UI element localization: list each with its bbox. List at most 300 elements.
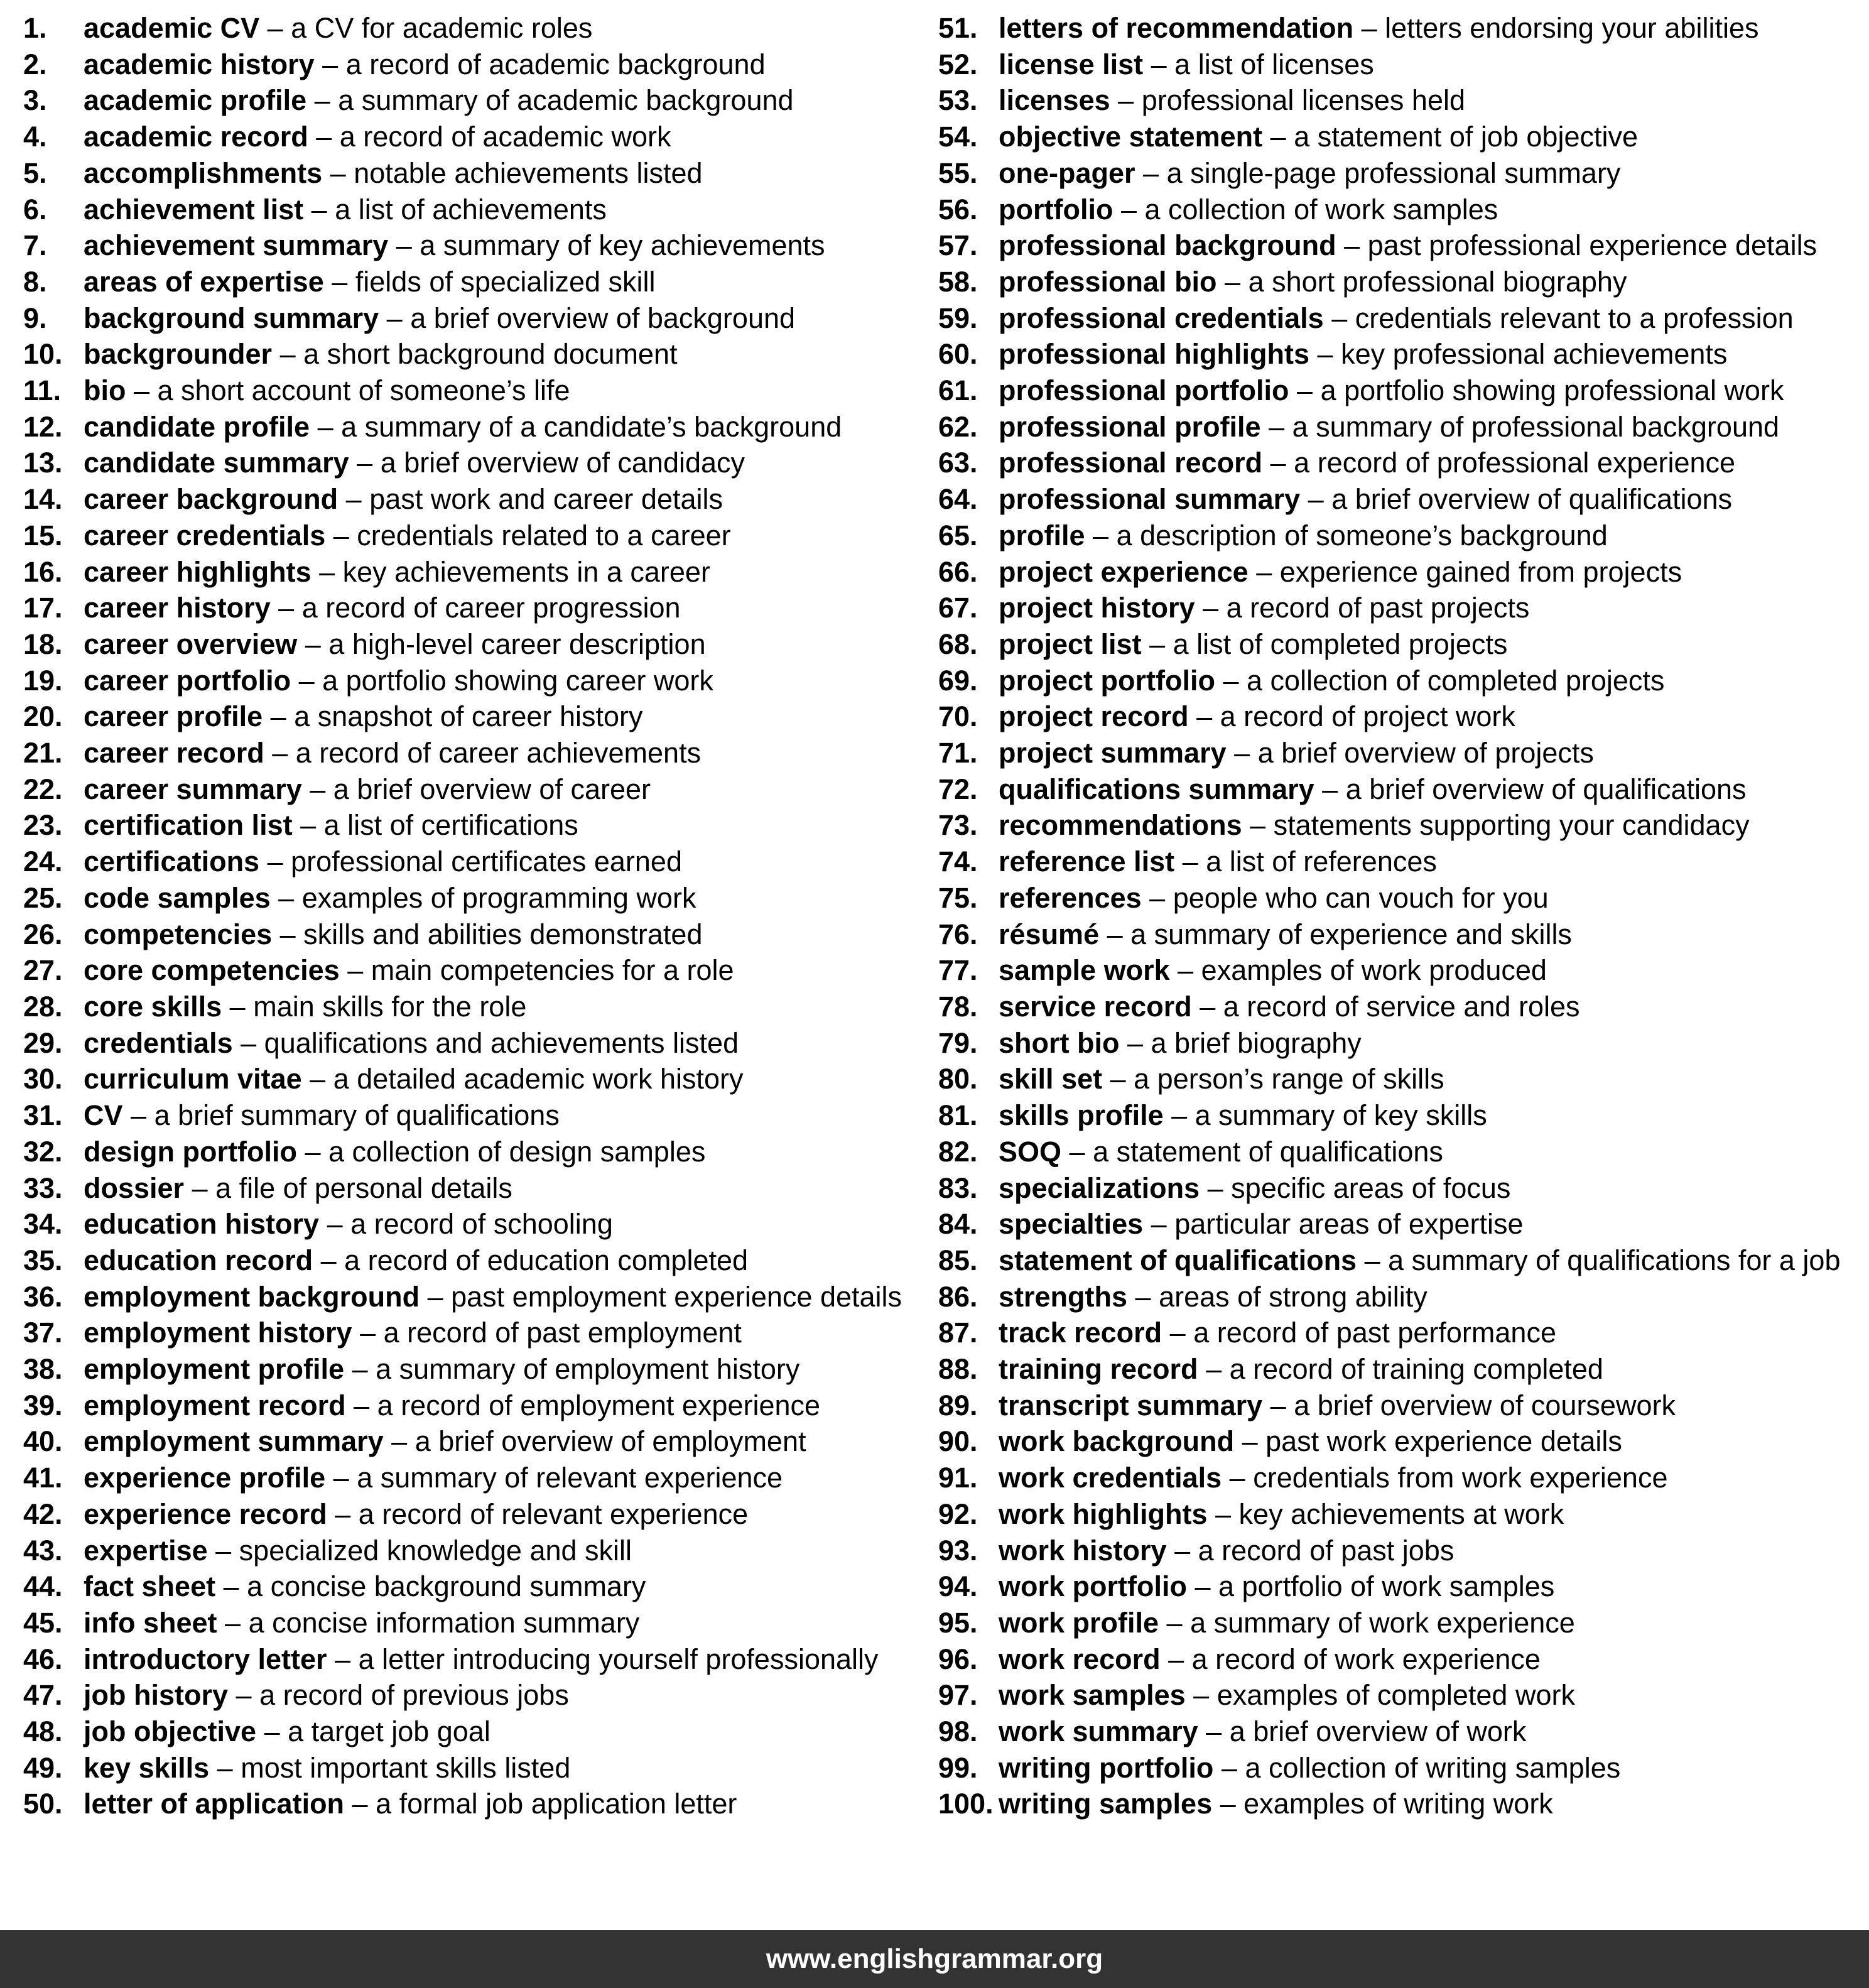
item-number: 97. xyxy=(938,1679,978,1712)
item-text xyxy=(84,1496,748,1533)
dash-separator: – xyxy=(1186,1570,1219,1603)
item-term: service record xyxy=(999,990,1192,1023)
item-text xyxy=(999,192,1498,228)
item-number: 14. xyxy=(23,483,63,516)
item-term: code samples xyxy=(84,881,271,914)
item-text xyxy=(999,227,1817,264)
item-text xyxy=(84,1170,512,1207)
item-text xyxy=(84,1315,742,1351)
item-definition: a statement of job objective xyxy=(1294,121,1639,153)
item-number: 16. xyxy=(23,555,63,588)
dash-separator: – xyxy=(215,1570,247,1603)
item-definition: a record of career progression xyxy=(301,592,681,624)
item-number: 64. xyxy=(938,483,978,516)
item-text xyxy=(84,10,592,46)
item-definition: a short background document xyxy=(303,338,678,371)
item-number: 82. xyxy=(938,1135,978,1168)
dash-separator: – xyxy=(1198,1353,1230,1386)
item-number: 10. xyxy=(23,338,63,371)
item-term: one-pager xyxy=(999,156,1135,189)
list-item xyxy=(23,227,938,264)
list-item xyxy=(23,1750,938,1786)
list-item xyxy=(938,1025,1853,1062)
item-text xyxy=(84,336,677,372)
dash-separator: – xyxy=(344,1788,376,1820)
item-term: short bio xyxy=(999,1026,1120,1059)
list-item xyxy=(23,952,938,989)
item-term: professional summary xyxy=(999,483,1301,516)
dash-separator: – xyxy=(1113,193,1145,225)
item-text xyxy=(999,264,1627,300)
list-item xyxy=(23,880,938,916)
item-number: 31. xyxy=(23,1099,63,1132)
item-text xyxy=(84,192,607,228)
item-definition: a snapshot of career history xyxy=(294,700,643,733)
item-definition: fields of specialized skill xyxy=(355,265,656,298)
item-text xyxy=(999,554,1682,590)
list-item xyxy=(23,1351,938,1388)
list-item xyxy=(938,1061,1853,1097)
item-definition: a brief overview of qualifications xyxy=(1331,483,1733,516)
item-number: 1. xyxy=(23,12,47,44)
item-number: 83. xyxy=(938,1171,978,1204)
list-item xyxy=(938,10,1853,46)
dash-separator: – xyxy=(1242,809,1274,842)
item-text xyxy=(999,1750,1620,1786)
item-term: work background xyxy=(999,1425,1235,1458)
dash-separator: – xyxy=(259,12,291,44)
item-number: 45. xyxy=(23,1606,63,1639)
item-text xyxy=(84,916,703,953)
list-item xyxy=(938,82,1853,119)
item-definition: past work and career details xyxy=(369,483,723,516)
item-term: reference list xyxy=(999,845,1175,878)
dash-separator: – xyxy=(1185,1679,1217,1712)
item-text xyxy=(84,1097,560,1134)
list-column-left xyxy=(23,10,938,1822)
dash-separator: – xyxy=(1135,156,1167,189)
dash-separator: – xyxy=(1061,1135,1093,1168)
item-number: 41. xyxy=(23,1462,63,1494)
item-definition: a record of academic work xyxy=(339,121,671,153)
item-term: career background xyxy=(84,483,339,516)
item-number: 59. xyxy=(938,301,978,334)
list-item xyxy=(938,1170,1853,1207)
list-item xyxy=(938,192,1853,228)
item-definition: experience gained from projects xyxy=(1279,555,1682,588)
list-item xyxy=(938,1533,1853,1569)
item-text xyxy=(84,1677,569,1714)
item-definition: a brief overview of qualifications xyxy=(1345,773,1747,805)
item-number: 35. xyxy=(23,1244,63,1276)
item-text xyxy=(999,1460,1667,1496)
list-item xyxy=(938,1496,1853,1533)
list-item xyxy=(938,952,1853,989)
item-definition: a list of certifications xyxy=(323,809,578,842)
dash-separator: – xyxy=(270,881,302,914)
item-number: 49. xyxy=(23,1751,63,1784)
item-definition: a file of personal details xyxy=(215,1171,512,1204)
item-number: 3. xyxy=(23,84,47,117)
list-item xyxy=(23,916,938,953)
list-item xyxy=(23,155,938,192)
item-definition: a brief overview of background xyxy=(410,301,796,334)
item-number: 17. xyxy=(23,592,63,624)
item-term: writing portfolio xyxy=(999,1751,1214,1784)
item-term: fact sheet xyxy=(84,1570,216,1603)
item-number: 34. xyxy=(23,1208,63,1241)
item-term: academic record xyxy=(84,121,308,153)
item-number: 89. xyxy=(938,1389,978,1421)
item-text xyxy=(999,952,1547,989)
website-url: www.englishgrammar.org xyxy=(766,1943,1103,1974)
item-text xyxy=(999,1206,1523,1242)
list-item xyxy=(938,1677,1853,1714)
dash-separator: – xyxy=(232,1026,264,1059)
item-number: 86. xyxy=(938,1280,978,1313)
item-term: career portfolio xyxy=(84,664,291,697)
item-definition: past professional experience details xyxy=(1367,229,1818,262)
dash-separator: – xyxy=(1226,737,1258,769)
item-text xyxy=(84,518,731,554)
item-definition: a concise background summary xyxy=(247,1570,646,1603)
list-item xyxy=(938,409,1853,445)
item-definition: a summary of key achievements xyxy=(420,229,825,262)
item-definition: main competencies for a role xyxy=(371,954,734,987)
item-term: work history xyxy=(999,1534,1167,1567)
dash-separator: – xyxy=(1169,954,1201,987)
item-definition: a portfolio of work samples xyxy=(1218,1570,1555,1603)
dash-separator: – xyxy=(345,1389,377,1421)
dash-separator: – xyxy=(1234,1425,1266,1458)
dash-separator: – xyxy=(327,1643,359,1675)
item-number: 53. xyxy=(938,84,978,117)
item-number: 81. xyxy=(938,1099,978,1132)
list-item xyxy=(938,807,1853,844)
item-text xyxy=(999,1533,1454,1569)
dash-separator: – xyxy=(1309,338,1341,371)
item-term: expertise xyxy=(84,1534,208,1567)
item-text xyxy=(999,1134,1443,1170)
dash-separator: – xyxy=(217,1606,249,1639)
list-item xyxy=(23,300,938,337)
item-definition: a record of service and roles xyxy=(1223,990,1580,1023)
item-definition: a portfolio showing professional work xyxy=(1320,374,1784,407)
dash-separator: – xyxy=(339,954,371,987)
item-definition: a list of achievements xyxy=(335,193,607,225)
item-number: 37. xyxy=(23,1317,63,1349)
item-term: career summary xyxy=(84,773,302,805)
item-definition: a target job goal xyxy=(288,1715,490,1748)
item-term: CV xyxy=(84,1099,123,1132)
item-text xyxy=(999,989,1580,1025)
dash-separator: – xyxy=(311,555,343,588)
dash-separator: – xyxy=(352,1317,384,1349)
item-text xyxy=(999,409,1779,445)
item-number: 20. xyxy=(23,700,63,733)
item-text xyxy=(84,1242,748,1279)
item-term: skill set xyxy=(999,1063,1103,1095)
footer-bar xyxy=(0,1930,1869,1988)
dash-separator: – xyxy=(1163,1099,1195,1132)
dash-separator: – xyxy=(1143,1208,1175,1241)
item-term: work highlights xyxy=(999,1497,1208,1530)
item-text xyxy=(84,409,842,445)
item-text xyxy=(999,771,1747,808)
item-term: academic CV xyxy=(84,12,260,44)
item-term: career history xyxy=(84,592,271,624)
item-text xyxy=(999,1677,1575,1714)
item-text xyxy=(84,989,526,1025)
item-term: employment summary xyxy=(84,1425,384,1458)
list-item xyxy=(938,1423,1853,1460)
list-item xyxy=(938,698,1853,735)
dash-separator: – xyxy=(1212,1788,1244,1820)
dash-separator: – xyxy=(1119,1026,1151,1059)
item-definition: a record of past projects xyxy=(1226,592,1530,624)
list-item xyxy=(23,735,938,771)
item-definition: key achievements at work xyxy=(1238,1497,1564,1530)
item-text xyxy=(999,1496,1564,1533)
item-definition: a statement of qualifications xyxy=(1093,1135,1443,1168)
list-item xyxy=(938,554,1853,590)
item-term: career highlights xyxy=(84,555,312,588)
dash-separator: – xyxy=(1110,84,1142,117)
item-definition: a brief overview of career xyxy=(333,773,651,805)
item-definition: a CV for academic roles xyxy=(291,12,593,44)
item-term: employment history xyxy=(84,1317,352,1349)
item-number: 4. xyxy=(23,121,47,153)
item-definition: a summary of employment history xyxy=(376,1353,800,1386)
item-text xyxy=(84,735,701,771)
item-number: 52. xyxy=(938,48,978,80)
item-term: work summary xyxy=(999,1715,1198,1748)
list-item xyxy=(938,300,1853,337)
item-number: 91. xyxy=(938,1462,978,1494)
item-term: statement of qualifications xyxy=(999,1244,1357,1276)
dash-separator: – xyxy=(1353,12,1385,44)
item-number: 27. xyxy=(23,954,63,987)
item-definition: a single-page professional summary xyxy=(1166,156,1621,189)
item-definition: a person’s range of skills xyxy=(1134,1063,1444,1095)
item-text xyxy=(84,1714,490,1750)
item-number: 30. xyxy=(23,1063,63,1095)
item-text xyxy=(999,1315,1556,1351)
item-definition: a record of education completed xyxy=(344,1244,749,1276)
item-term: career record xyxy=(84,737,264,769)
dash-separator: – xyxy=(327,1497,359,1530)
item-number: 23. xyxy=(23,809,63,842)
list-item xyxy=(938,155,1853,192)
item-number: 13. xyxy=(23,447,63,479)
list-item xyxy=(938,264,1853,300)
item-number: 78. xyxy=(938,990,978,1023)
list-item xyxy=(23,1206,938,1242)
list-item xyxy=(938,1641,1853,1678)
list-item xyxy=(23,192,938,228)
list-item xyxy=(23,445,938,481)
list-item xyxy=(938,844,1853,880)
dash-separator: – xyxy=(1262,121,1294,153)
item-text xyxy=(84,1460,783,1496)
item-number: 33. xyxy=(23,1171,63,1204)
item-number: 70. xyxy=(938,700,978,733)
item-definition: examples of work produced xyxy=(1201,954,1547,987)
item-number: 74. xyxy=(938,845,978,878)
item-term: credentials xyxy=(84,1026,233,1059)
item-definition: a collection of writing samples xyxy=(1245,1751,1621,1784)
list-item xyxy=(23,119,938,155)
list-item xyxy=(23,1423,938,1460)
item-definition: a summary of a candidate’s background xyxy=(341,410,842,443)
item-term: work portfolio xyxy=(999,1570,1187,1603)
item-definition: a summary of experience and skills xyxy=(1130,918,1572,950)
dash-separator: – xyxy=(1195,592,1227,624)
item-term: specializations xyxy=(999,1171,1200,1204)
list-item xyxy=(23,82,938,119)
dash-separator: – xyxy=(388,229,420,262)
item-term: writing samples xyxy=(999,1788,1213,1820)
dash-separator: – xyxy=(1262,447,1294,479)
item-definition: a summary of academic background xyxy=(338,84,794,117)
item-text xyxy=(999,445,1735,481)
item-definition: professional licenses held xyxy=(1141,84,1465,117)
dash-separator: – xyxy=(1174,845,1206,878)
item-number: 21. xyxy=(23,737,63,769)
item-number: 100. xyxy=(938,1788,994,1820)
list-item xyxy=(938,1750,1853,1786)
item-term: project portfolio xyxy=(999,664,1215,697)
item-term: work record xyxy=(999,1643,1161,1675)
item-text xyxy=(999,1786,1553,1822)
item-text xyxy=(999,372,1784,409)
item-number: 56. xyxy=(938,193,978,225)
item-definition: a brief overview of projects xyxy=(1257,737,1594,769)
item-text xyxy=(999,300,1794,337)
item-number: 47. xyxy=(23,1679,63,1712)
item-number: 28. xyxy=(23,990,63,1023)
item-number: 68. xyxy=(938,627,978,660)
list-item xyxy=(23,10,938,46)
item-number: 66. xyxy=(938,555,978,588)
list-item xyxy=(938,771,1853,808)
item-definition: a short professional biography xyxy=(1248,265,1627,298)
item-text xyxy=(999,82,1465,119)
dash-separator: – xyxy=(1323,301,1355,334)
item-text xyxy=(84,1206,613,1242)
list-item xyxy=(938,1206,1853,1242)
dash-separator: – xyxy=(272,338,304,371)
list-item xyxy=(23,1388,938,1424)
item-text xyxy=(84,1025,739,1062)
item-definition: a record of work experience xyxy=(1191,1643,1541,1675)
item-text xyxy=(999,880,1549,916)
item-term: qualifications summary xyxy=(999,773,1314,805)
item-definition: notable achievements listed xyxy=(354,156,703,189)
item-text xyxy=(84,46,766,83)
item-text xyxy=(84,1279,902,1315)
item-number: 50. xyxy=(23,1788,63,1820)
item-definition: a brief overview of coursework xyxy=(1294,1389,1676,1421)
list-item xyxy=(23,1568,938,1605)
item-definition: areas of strong ability xyxy=(1159,1280,1427,1313)
item-term: project record xyxy=(999,700,1189,733)
item-term: backgrounder xyxy=(84,338,273,371)
item-text xyxy=(999,1242,1840,1279)
item-number: 46. xyxy=(23,1643,63,1675)
list-item xyxy=(23,1279,938,1315)
dash-separator: – xyxy=(296,1135,329,1168)
item-text xyxy=(999,119,1638,155)
item-number: 92. xyxy=(938,1497,978,1530)
item-text xyxy=(84,590,681,626)
item-definition: a record of professional experience xyxy=(1294,447,1736,479)
list-item xyxy=(23,336,938,372)
item-text xyxy=(999,1170,1510,1207)
item-definition: a record of schooling xyxy=(350,1208,613,1241)
item-definition: a description of someone’s background xyxy=(1116,519,1608,551)
dash-separator: – xyxy=(222,990,254,1023)
list-item xyxy=(938,227,1853,264)
item-definition: specialized knowledge and skill xyxy=(239,1534,632,1567)
item-term: job history xyxy=(84,1679,229,1712)
list-item xyxy=(938,1351,1853,1388)
item-definition: a summary of relevant experience xyxy=(357,1462,783,1494)
item-number: 94. xyxy=(938,1570,978,1603)
item-text xyxy=(999,1025,1362,1062)
dash-separator: – xyxy=(1191,990,1223,1023)
item-number: 76. xyxy=(938,918,978,950)
item-term: training record xyxy=(999,1353,1198,1386)
item-definition: a brief biography xyxy=(1151,1026,1362,1059)
list-item xyxy=(938,1605,1853,1641)
item-term: project experience xyxy=(999,555,1249,588)
item-text xyxy=(999,518,1608,554)
item-text xyxy=(84,264,656,300)
item-number: 93. xyxy=(938,1534,978,1567)
dash-separator: – xyxy=(323,265,355,298)
item-number: 61. xyxy=(938,374,978,407)
item-definition: a brief overview of candidacy xyxy=(380,447,745,479)
item-definition: a brief summary of qualifications xyxy=(154,1099,560,1132)
item-number: 62. xyxy=(938,410,978,443)
list-item xyxy=(938,336,1853,372)
item-term: education record xyxy=(84,1244,313,1276)
item-term: certification list xyxy=(84,809,293,842)
item-number: 36. xyxy=(23,1280,63,1313)
list-item xyxy=(23,1025,938,1062)
dash-separator: – xyxy=(420,1280,452,1313)
dash-separator: – xyxy=(1159,1606,1191,1639)
item-term: background summary xyxy=(84,301,379,334)
list-item xyxy=(23,1641,938,1678)
item-text xyxy=(84,155,703,192)
list-item xyxy=(23,1315,938,1351)
item-term: academic profile xyxy=(84,84,307,117)
list-item xyxy=(938,590,1853,626)
list-item xyxy=(938,481,1853,518)
item-text xyxy=(84,698,642,735)
item-number: 69. xyxy=(938,664,978,697)
item-term: achievement summary xyxy=(84,229,389,262)
item-definition: main skills for the role xyxy=(253,990,527,1023)
dash-separator: – xyxy=(184,1171,216,1204)
item-term: licenses xyxy=(999,84,1110,117)
item-definition: skills and abilities demonstrated xyxy=(303,918,703,950)
list-item xyxy=(23,1170,938,1207)
dash-separator: – xyxy=(1260,410,1292,443)
item-text xyxy=(84,771,651,808)
